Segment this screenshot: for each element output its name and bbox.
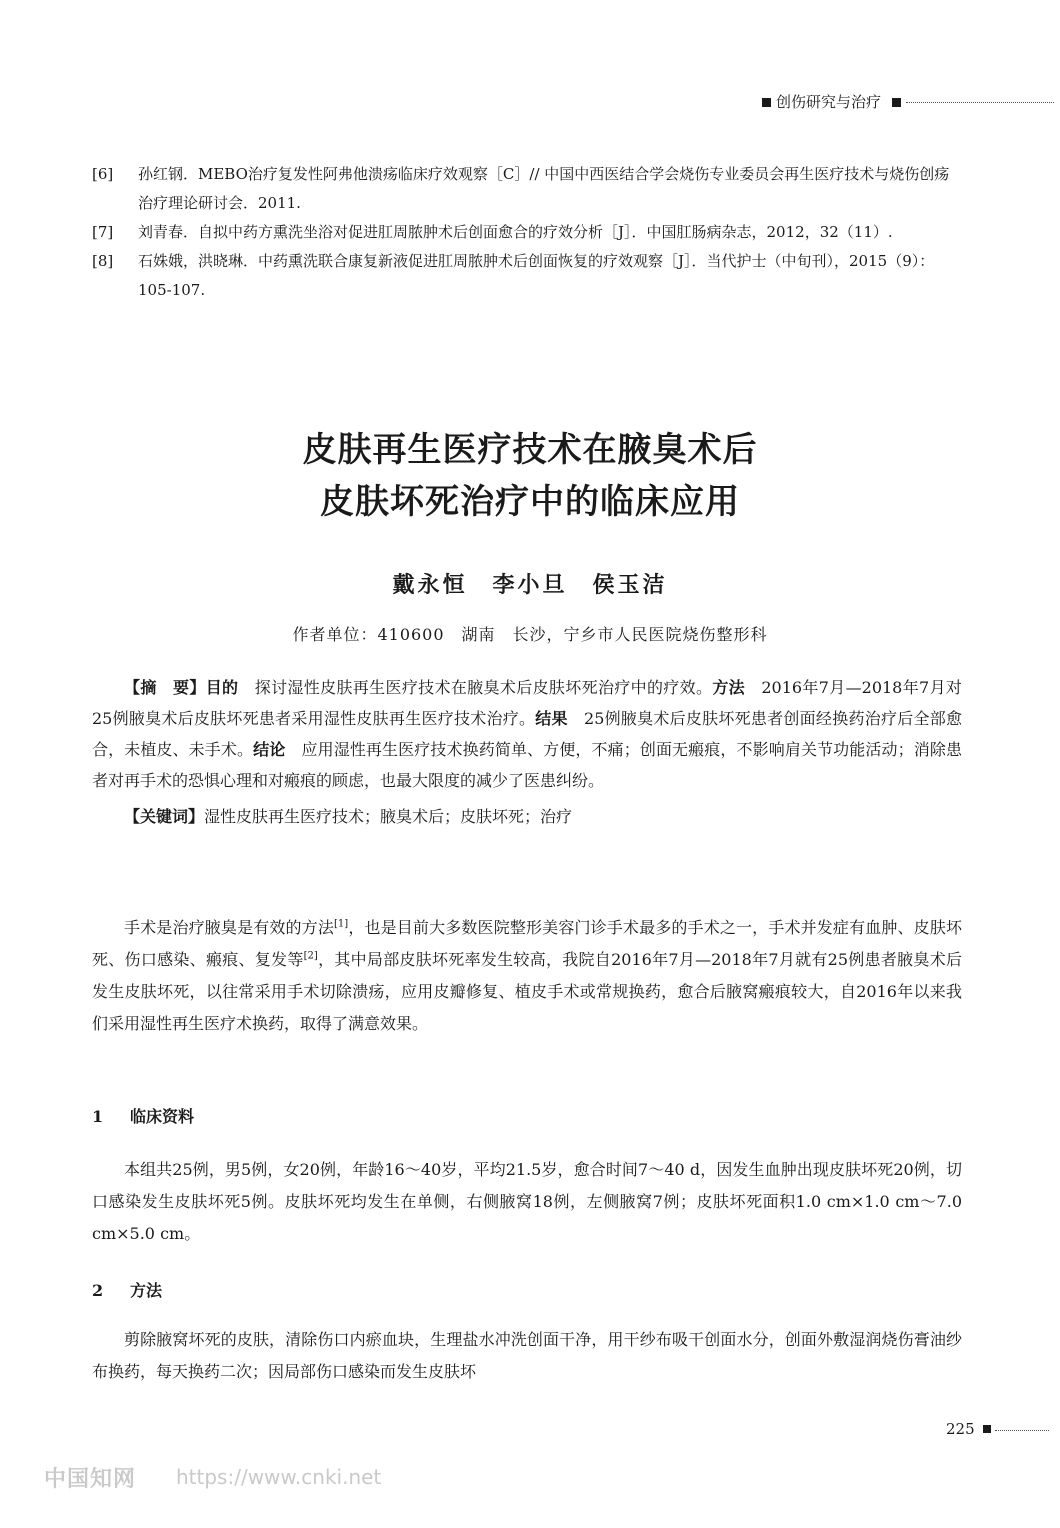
footer-square-icon (983, 1425, 991, 1433)
intro-paragraph (92, 912, 962, 1040)
section-heading (92, 1278, 162, 1301)
footer-dotted-rule (995, 1430, 1049, 1431)
result-text: 25例腋臭术后皮肤坏死患者创面经换药治疗后全部愈合，未植皮、未手术。 (92, 709, 962, 759)
abstract-paragraph (92, 672, 962, 796)
section-body (92, 1154, 962, 1250)
reference-number: [8] (92, 252, 114, 270)
reference-number: [6] (92, 165, 114, 183)
reference-list (92, 160, 962, 305)
objective-text: 探讨湿性皮肤再生医疗技术在腋臭术后皮肤坏死治疗中的疗效。 (254, 678, 713, 697)
section-paragraph: 剪除腋窝坏死的皮肤，清除伤口内瘀血块，生理盐水冲洗创面干净，用干纱布吸干创面水分，创面外敷湿润烧伤膏油纱布换药，每天换药二次；因局部伤口感染而发生皮肤坏 (92, 1330, 962, 1381)
cnki-watermark-logo: 中国知网 (44, 1467, 137, 1492)
objective-label: 目的 (205, 678, 239, 697)
header-square-icon (892, 98, 901, 107)
page-number: 225 (946, 1420, 975, 1438)
reference-text: 石姝娥，洪晓琳．中药熏洗联合康复新液促进肛周脓肿术后创面恢复的疗效观察［J］．当代护士（中旬刊），2015（9）：105-107. (138, 252, 935, 299)
reference-item (92, 218, 962, 247)
intro-text: ，也是目前大多数医院整形美容门诊手术最多的手术之一，手术并发症有血肿、皮肤坏死、伤口感染、瘢痕、复发等 (92, 918, 962, 969)
abstract (92, 672, 962, 832)
section-heading (92, 1104, 194, 1127)
intro-text: 手术是治疗腋臭是有效的方法 (124, 918, 334, 937)
article-title-line2: 皮肤坏死治疗中的临床应用 (320, 482, 740, 522)
section-title: 方法 (130, 1281, 163, 1300)
running-header (760, 92, 1060, 114)
cnki-watermark-url: https://www.cnki.net (176, 1465, 382, 1489)
header-dotted-rule (906, 102, 1054, 103)
keywords-text: 湿性皮肤再生医疗技术；腋臭术后；皮肤坏死；治疗 (204, 807, 573, 826)
article-affiliation: 作者单位：410600 湖南 长沙，宁乡市人民医院烧伤整形科 (292, 625, 768, 644)
abstract-label: 【摘 要】 (124, 678, 206, 697)
header-square-icon (762, 98, 771, 107)
header-section-title: 创伤研究与治疗 (776, 93, 882, 111)
keywords-paragraph (92, 801, 962, 832)
citation-marker: [1] (334, 918, 349, 930)
reference-text: 刘青春．自拟中药方熏洗坐浴对促进肛周脓肿术后创面愈合的疗效分析［J］．中国肛肠病杂志，2012，32（11）. (138, 223, 893, 241)
citation-marker: [2] (303, 950, 318, 962)
conclusion-text: 应用湿性再生医疗技术换药简单、方便，不痛；创面无瘢痕，不影响肩关节功能活动；消除患者对再手术的恐惧心理和对瘢痕的顾虑，也最大限度的减少了医患纠纷。 (92, 740, 962, 790)
section-number: 2 (92, 1281, 104, 1300)
intro-text: ，其中局部皮肤坏死率发生较高，我院自2016年7月—2018年7月就有25例患者腋臭术后发生皮肤坏死，以往常采用手术切除溃疡，应用皮瓣修复、植皮手术或常规换药，愈合后腋窝瘢痕较大，自2016年以来我们采用湿性再生医疗术换药，取得了满意效果。 (92, 950, 962, 1033)
reference-number: [7] (92, 223, 114, 241)
keywords-label: 【关键词】 (124, 807, 205, 826)
section-body (92, 1324, 962, 1388)
intro-section (92, 912, 962, 1040)
section-number: 1 (92, 1107, 104, 1126)
conclusion-label: 结论 (253, 740, 286, 759)
method-text: 2016年7月—2018年7月对25例腋臭术后皮肤坏死患者采用湿性皮肤再生医疗技术治疗。 (92, 678, 962, 728)
method-label: 方法 (712, 678, 746, 697)
reference-item (92, 247, 962, 305)
section-title: 临床资料 (130, 1107, 195, 1126)
reference-text: 孙红钢．MEBO治疗复发性阿弗他溃疡临床疗效观察［C］// 中国中西医结合学会烧伤专业委员会再生医疗技术与烧伤创疡治疗理论研讨会．2011. (138, 165, 950, 212)
article-title-line1: 皮肤再生医疗技术在腋臭术后 (302, 430, 758, 470)
article-authors: 戴永恒 李小旦 侯玉洁 (392, 572, 668, 598)
section-paragraph: 本组共25例，男5例，女20例，年龄16～40岁，平均21.5岁，愈合时间7～40 d，因发生血肿出现皮肤坏死20例，切口感染发生皮肤坏死5例。皮肤坏死均发生在单侧，右侧腋窝18例，左侧腋窝7例；皮肤坏死面积1.0 cm×1.0 cm～7.0 cm×5.0 cm。 (92, 1160, 962, 1243)
result-label: 结果 (535, 709, 568, 728)
reference-item (92, 160, 962, 218)
